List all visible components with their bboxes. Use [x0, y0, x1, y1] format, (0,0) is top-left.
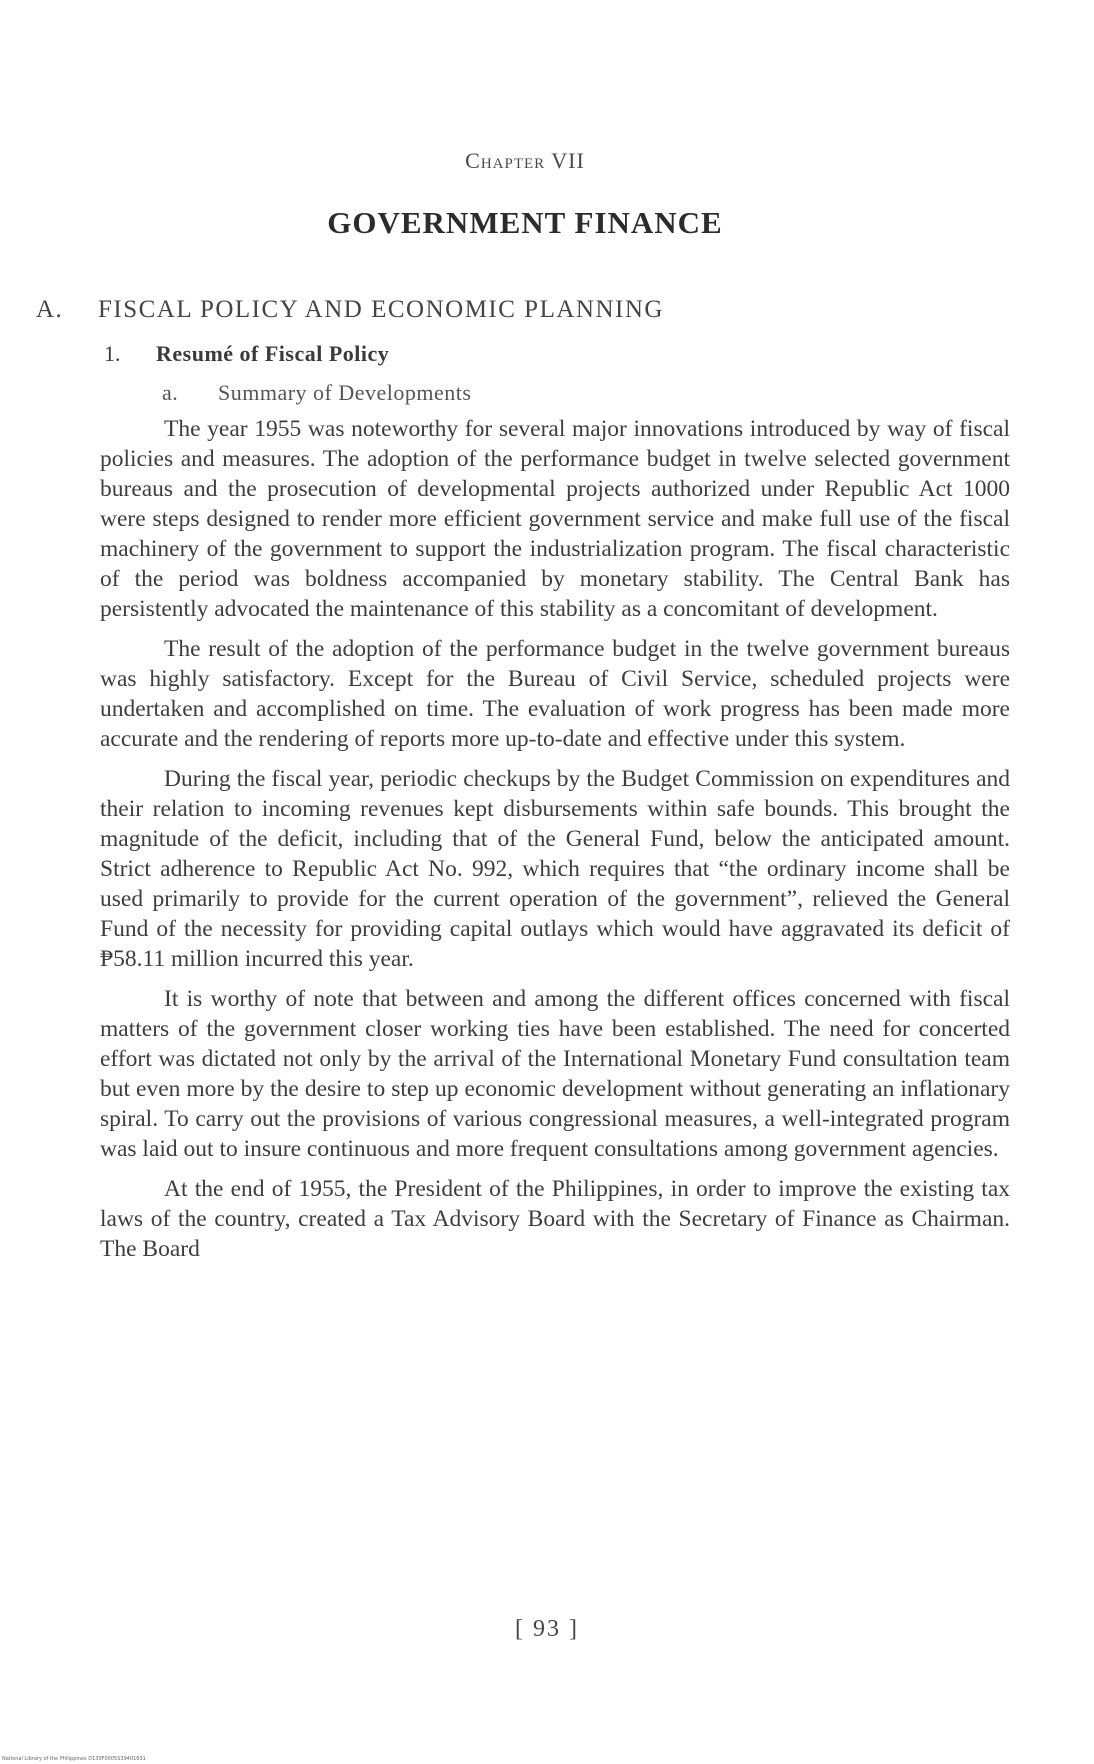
paragraph: At the end of 1955, the President of the Philippines, in order to improve the existing tax laws of the country, created a Tax Advisory Board with the Secretary of Finance as Chairman. The Board: [100, 1176, 1010, 1262]
chapter-label: Chapter VII: [465, 148, 585, 173]
paragraph: During the fiscal year, periodic checkups by the Budget Commission on expenditures and their relation to incoming revenues kept disbursements within safe bounds. This brought the magnitude of the deficit, including that of the General Fund, below the anticipated amount. Strict adherence to Republic Act No. 992, which requires that “the ordinary income shall be used primarily to provide for the current operation of the government”, relieved the General Fund of the necessity for providing capital outlays which would have aggravated its deficit of ₱58.11 million incurred this year.: [100, 766, 1010, 972]
body-text: [100, 414, 1010, 1274]
section-number: A.: [36, 296, 64, 323]
paragraph: The year 1955 was noteworthy for several major innovations introduced by way of fiscal policies and measures. The adoption of the performance budget in twelve selected government bureaus and the prosecution of developmental projects authorized under Republic Act 1000 were steps designed to render more efficient government service and make full use of the fiscal machinery of the government to support the industrialization program. The fiscal characteristic of the period was boldness accompanied by monetary stability. The Central Bank has persistently advocated the maintenance of this stability as a concomitant of development.: [100, 416, 1010, 622]
subsection-number: 1.: [104, 341, 121, 366]
subsubsection-number: a.: [162, 380, 179, 405]
paragraph: The result of the adoption of the performance budget in the twelve government bureaus was highly satisfactory. Except for the Bureau of Civil Service, scheduled projects were undertaken and accomplished on time. The evaluation of work progress has been made more accurate and the rendering of reports more up-to-date and effective under this system.: [100, 636, 1010, 752]
subsection-title: Resumé of Fiscal Policy: [156, 341, 390, 366]
subsection-heading: [104, 341, 389, 367]
paragraph: It is worthy of note that between and among the different offices concerned with fiscal matters of the government closer working ties have been established. The need for concerted effort was dictated not only by the arrival of the International Monetary Fund consultation team but even more by the desire to step up economic development without generating an inflationary spiral. To carry out the provisions of various congressional measures, a well-integrated program was laid out to insure continuous and more frequent consultations among government agencies.: [100, 986, 1010, 1162]
footer-note: National Library of the Philippines D130F0005S39401631: [2, 1756, 146, 1762]
chapter-title: GOVERNMENT FINANCE: [327, 205, 723, 240]
section-heading: [36, 296, 664, 324]
page-number: [ 93 ]: [515, 1616, 579, 1642]
subsubsection-title: Summary of Developments: [218, 380, 472, 405]
section-title: FISCAL POLICY AND ECONOMIC PLANNING: [98, 296, 664, 323]
subsubsection-heading: [162, 380, 471, 406]
